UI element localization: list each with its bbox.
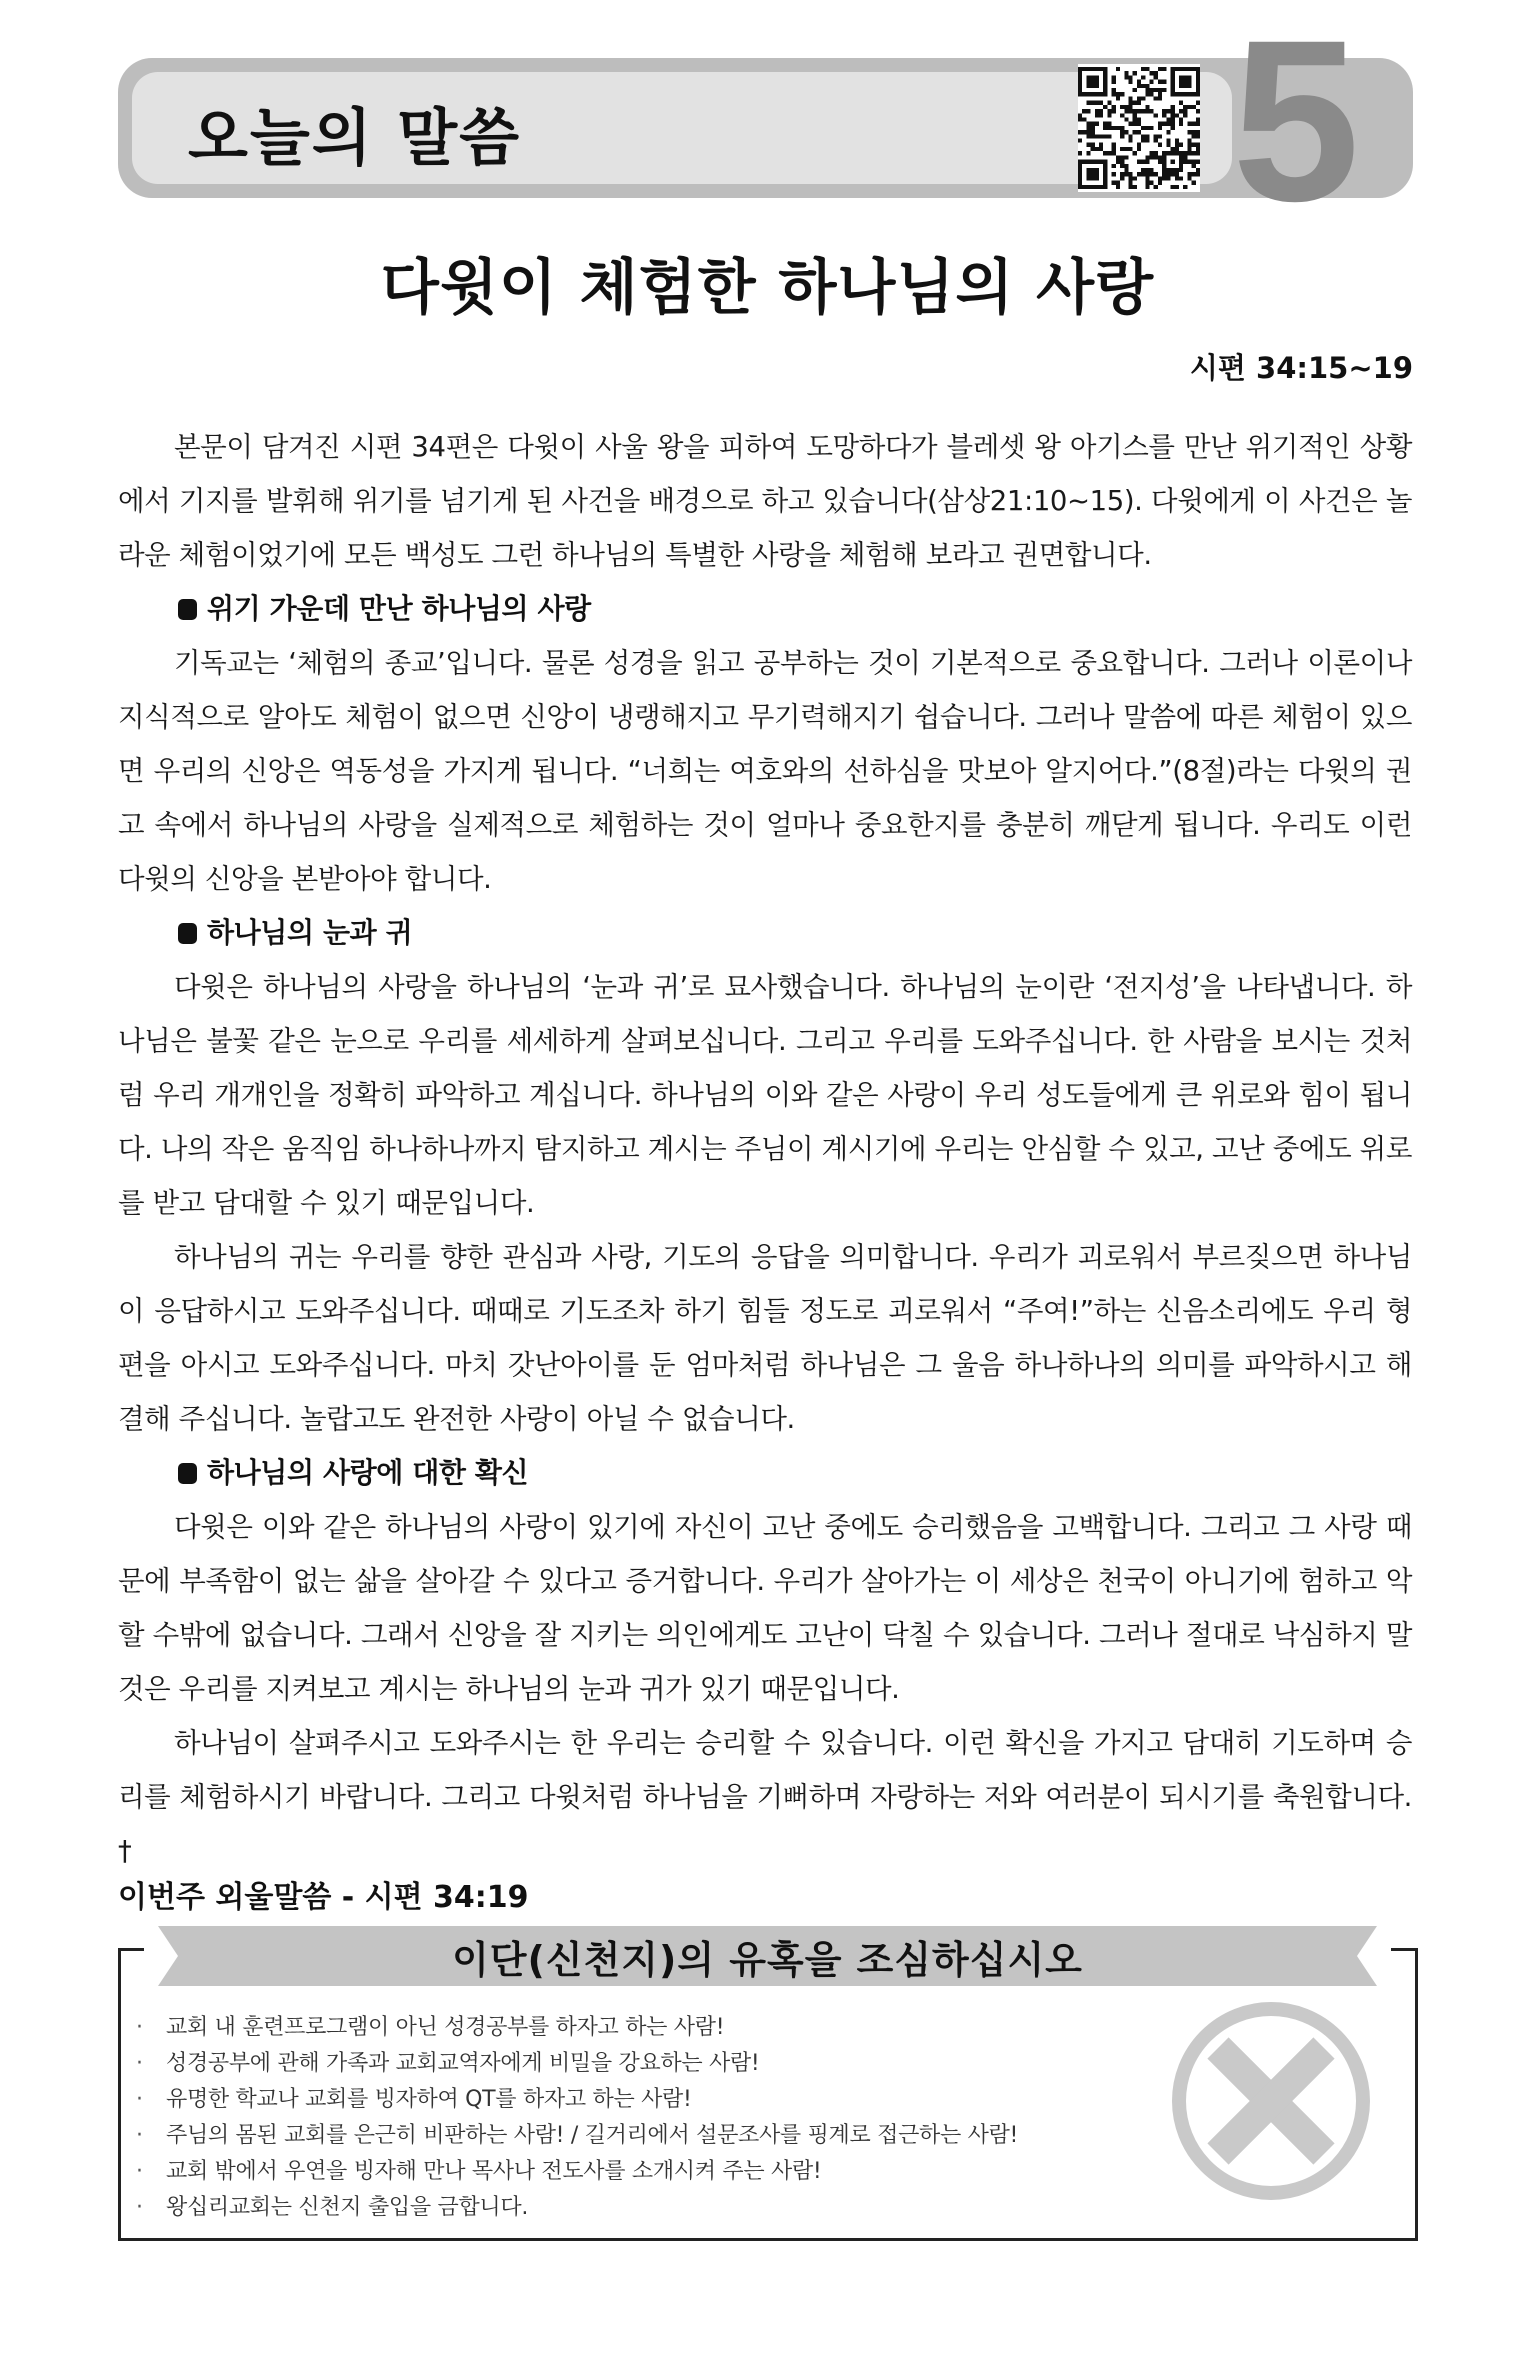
list-item: · 성경공부에 관해 가족과 교회교역자에게 비밀을 강요하는 사람! — [136, 2051, 760, 2076]
list-item: · 교회 밖에서 우연을 빙자해 만나 목사나 전도사를 소개시켜 주는 사람! — [136, 2159, 822, 2184]
square-bullet-icon — [178, 923, 197, 944]
body-paragraph: 다윗은 이와 같은 하나님의 사랑이 있기에 자신이 고난 중에도 승리했음을 고백합니다. 그리고 그 사랑 때문에 부족함이 없는 삶을 살아갈 수 있다고 증거합니다. 우리가 살아가는 이 세상은 천국이 아니기에 험하고 악할 수밖에 없습니다. 그래서 신앙을 잘 지키는 의인에게도 고난이 닥칠 수 있습니다. 그러나 절대로 낙심하지 말 것은 우리를 지켜보고 계시는 하나님의 눈과 귀가 있기 때문입니다. — [118, 1511, 1412, 1705]
section-heading-label: 하나님의 눈과 귀 — [207, 916, 413, 949]
body-paragraph: 기독교는 ‘체험의 종교’입니다. 물론 성경을 읽고 공부하는 것이 기본적으로 중요합니다. 그러나 이론이나 지식적으로 알아도 체험이 없으면 신앙이 냉랭해지고 무기력해지기 쉽습니다. 그러나 말씀에 따른 체험이 있으면 우리의 신앙은 역동성을 가지게 됩니다. “너희는 여호와의 선하심을 맛보아 알지어다.”(8절)라는 다윗의 권고 속에서 하나님의 사랑을 실제적으로 체험하는 것이 얼마나 중요한지를 충분히 깨닫게 됩니다. 우리도 이런 다윗의 신앙을 본받아야 합니다. — [118, 647, 1412, 895]
list-item: · 왕십리교회는 신천지 출입을 금합니다. — [136, 2195, 529, 2220]
page-section-title: 오늘의 말씀 — [188, 101, 522, 174]
list-item: · 교회 내 훈련프로그램이 아닌 성경공부를 하자고 하는 사람! — [136, 2015, 725, 2040]
list-item: · 유명한 학교나 교회를 빙자하여 QT를 하자고 하는 사람! — [136, 2087, 692, 2112]
sermon-title: 다윗이 체험한 하나님의 사랑 — [380, 253, 1155, 323]
list-item: · 주님의 몸된 교회를 은근히 비판하는 사람! / 길거리에서 설문조사를 핑계로 접근하는 사람! — [136, 2123, 1019, 2148]
memory-verse: 이번주 외울말씀 - 시편 34:19 — [118, 1880, 529, 1915]
warning-list — [132, 2010, 1018, 2226]
intro-paragraph: 본문이 담겨진 시편 34편은 다윗이 사울 왕을 피하여 도망하다가 블레셋 왕 아기스를 만난 위기적인 상황에서 기지를 발휘해 위기를 넘기게 된 사건을 배경으로 하고 있습니다(삼상21:10~15). 다윗에게 이 사건은 놀라운 체험이었기에 모든 백성도 그런 하나님의 특별한 사랑을 체험해 보라고 권면합니다. — [118, 431, 1412, 571]
body-paragraph: 하나님의 귀는 우리를 향한 관심과 사랑, 기도의 응답을 의미합니다. 우리가 괴로워서 부르짖으면 하나님이 응답하시고 도와주십니다. 때때로 기도조차 하기 힘들 정도로 괴로워서 “주여!”하는 신음소리에도 우리 형편을 아시고 도와주십니다. 마치 갓난아이를 둔 엄마처럼 하나님은 그 울음 하나하나의 의미를 파악하시고 해결해 주십니다. 놀랍고도 완전한 사랑이 아닐 수 없습니다. — [118, 1241, 1412, 1435]
square-bullet-icon — [178, 1463, 197, 1484]
qr-code-icon[interactable] — [1078, 64, 1200, 192]
body-paragraph: 하나님이 살펴주시고 도와주시는 한 우리는 승리할 수 있습니다. 이런 확신을 가지고 담대히 기도하며 승리를 체험하시기 바랍니다. 그리고 다윗처럼 하나님을 기뻐하며 자랑하는 저와 여러분이 되시기를 축원합니다. † — [118, 1727, 1412, 1867]
prohibited-x-icon — [1166, 1996, 1376, 2210]
section-heading — [118, 1446, 1412, 1500]
sermon-body — [118, 420, 1412, 1878]
warning-title: 이단(신천지)의 유혹을 조심하십시오 — [452, 1938, 1083, 1982]
warning-box-corner — [1391, 1948, 1417, 1951]
warning-box-corner — [118, 1948, 144, 1951]
section-heading — [118, 906, 1412, 960]
scripture-reference: 시편 34:15~19 — [1189, 351, 1413, 385]
page-number: 5 — [1232, 0, 1360, 249]
section-heading — [118, 582, 1412, 636]
section-heading-label: 위기 가운데 만난 하나님의 사랑 — [207, 592, 591, 625]
section-heading-label: 하나님의 사랑에 대한 확신 — [207, 1456, 529, 1489]
warning-banner — [158, 1926, 1377, 1986]
square-bullet-icon — [178, 599, 197, 620]
body-paragraph: 다윗은 하나님의 사랑을 하나님의 ‘눈과 귀’로 묘사했습니다. 하나님의 눈이란 ‘전지성’을 나타냅니다. 하나님은 불꽃 같은 눈으로 우리를 세세하게 살펴보십니다. 그리고 우리를 도와주십니다. 한 사람을 보시는 것처럼 우리 개개인을 정확히 파악하고 계십니다. 하나님의 이와 같은 사랑이 우리 성도들에게 큰 위로와 힘이 됩니다. 나의 작은 움직임 하나하나까지 탐지하고 계시는 주님이 계시기에 우리는 안심할 수 있고, 고난 중에도 위로를 받고 담대할 수 있기 때문입니다. — [118, 971, 1412, 1219]
